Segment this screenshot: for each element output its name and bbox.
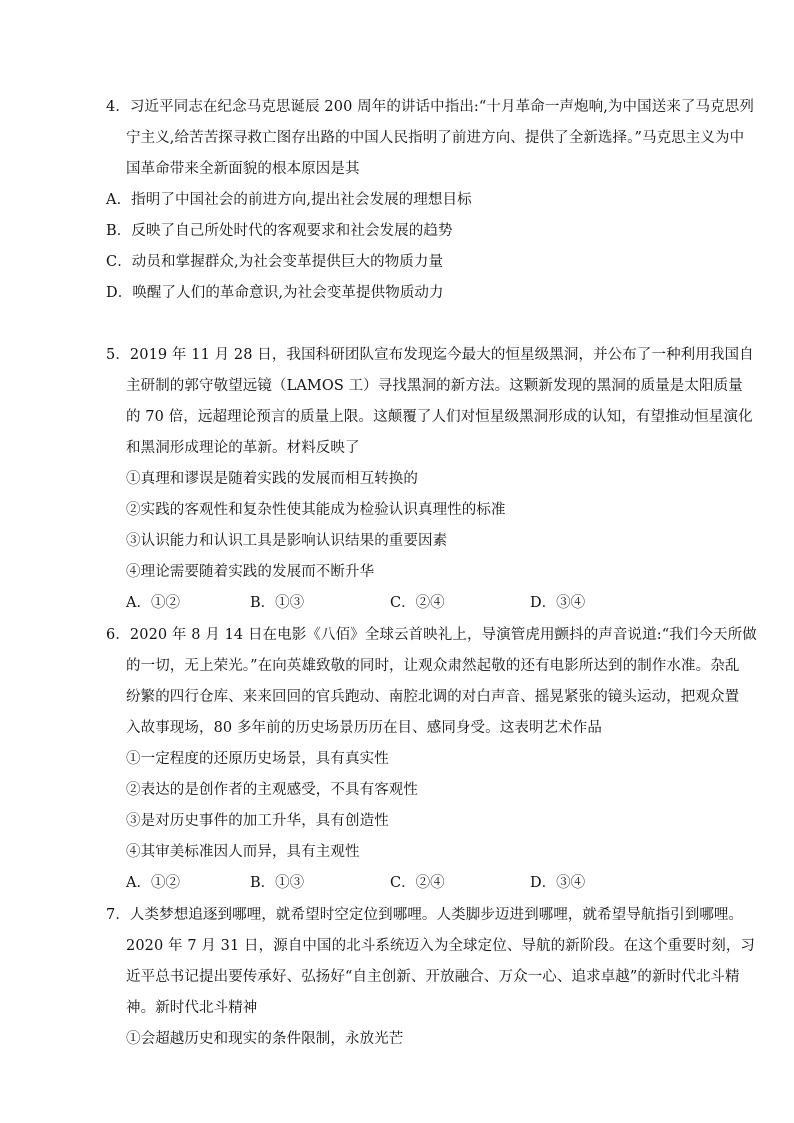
choice-a: A．①② [126, 595, 180, 611]
question-stem-line: 主研制的郭守敬望远镜（LAMOS 工）寻找黑洞的新方法。这颗新发现的黑洞的质量是太阳质量 [126, 378, 743, 394]
question-stem-line: 4．习近平同志在纪念马克思诞辰 200 周年的讲话中指出:“十月革命一声炮响,为中国送来了马克思列 [106, 99, 754, 115]
option-d: D．唤醒了人们的革命意识,为社会变革提供物质动力 [106, 285, 444, 301]
statement-1: ①真理和谬误是随着实践的发展而相互转换的 [126, 471, 418, 487]
choice-d: D．③④ [530, 595, 586, 611]
choice-c: C．②④ [390, 595, 445, 611]
choice-row [106, 588, 706, 619]
option-c: C．动员和掌握群众,为社会变革提供巨大的物质力量 [106, 254, 444, 270]
statement-2: ②实践的客观性和复杂性使其能成为检验认识真理性的标准 [126, 502, 506, 518]
choice-b: B．①③ [250, 595, 305, 611]
statement-4: ④其审美标准因人而异，具有主观性 [126, 844, 360, 860]
choice-b: B．①③ [250, 875, 305, 891]
question-stem-line: 6．2020 年 8 月 14 日在电影《八佰》全球云首映礼上，导演管虎用颤抖的声音说道:“我们今天所做 [106, 627, 757, 643]
statement-1: ①一定程度的还原历史场景，具有真实性 [126, 751, 389, 767]
question-7 [106, 900, 756, 1055]
question-stem-line: 神。新时代北斗精神 [126, 1000, 258, 1016]
statement-4: ④理论需要随着实践的发展而不断升华 [126, 564, 375, 580]
question-5 [106, 340, 754, 619]
statement-2: ②表达的是创作者的主观感受，不具有客观性 [126, 782, 418, 798]
question-stem-line: 2020 年 7 月 31 日，源自中国的北斗系统迈入为全球定位、导航的新阶段。在这个重要时刻，习 [126, 938, 756, 954]
question-stem-line: 国革命带来全新面貌的根本原因是其 [126, 161, 360, 177]
choice-c: C．②④ [390, 875, 445, 891]
question-stem-line: 7．人类梦想追逐到哪哩，就希望时空定位到哪哩。人类脚步迈进到哪哩，就希望导航指引到哪哩。 [106, 907, 744, 923]
choice-a: A．①② [126, 875, 180, 891]
choice-row [106, 868, 706, 899]
question-4 [106, 92, 754, 309]
question-stem-line: 5．2019 年 11 月 28 日，我国科研团队宣布发现迄今最大的恒星级黑洞，并公布了一种利用我国自 [106, 347, 754, 363]
question-stem-line: 入故事现场，80 多年前的历史场景历历在目、感同身受。这表明艺术作品 [126, 720, 602, 736]
statement-3: ③是对历史事件的加工升华，具有创造性 [126, 813, 389, 829]
question-stem-line: 宁主义,给苦苦探寻救亡图存出路的中国人民指明了前进方向、提供了全新选择。”马克思主义为中 [126, 130, 745, 146]
option-a: A．指明了中国社会的前进方向,提出社会发展的理想目标 [106, 192, 472, 208]
statement-1: ①会超越历史和现实的条件限制，永放光芒 [126, 1031, 404, 1047]
choice-d: D．③④ [530, 875, 586, 891]
statement-3: ③认识能力和认识工具是影响认识结果的重要因素 [126, 533, 448, 549]
question-6 [106, 620, 757, 899]
question-stem-line: 近平总书记提出要传承好、弘扬好“自主创新、开放融合、万众一心、追求卓越”的新时代北斗精 [126, 969, 740, 985]
question-stem-line: 纷繁的四行仓库、来来回回的官兵跑动、南腔北调的对白声音、摇晃紧张的镜头运动，把观众置 [126, 689, 740, 705]
question-stem-line: 和黑洞形成理论的革新。材料反映了 [126, 440, 360, 456]
question-stem-line: 的一切，无上荣光。”在向英雄致敬的同时，让观众肃然起敬的还有电影所达到的制作水准。杂乱 [126, 658, 740, 674]
option-b: B．反映了自己所处时代的客观要求和社会发展的趋势 [106, 223, 453, 239]
question-stem-line: 的 70 倍，远超理论预言的质量上限。这颠覆了人们对恒星级黑洞形成的认知，有望推动恒星演化 [126, 409, 753, 425]
